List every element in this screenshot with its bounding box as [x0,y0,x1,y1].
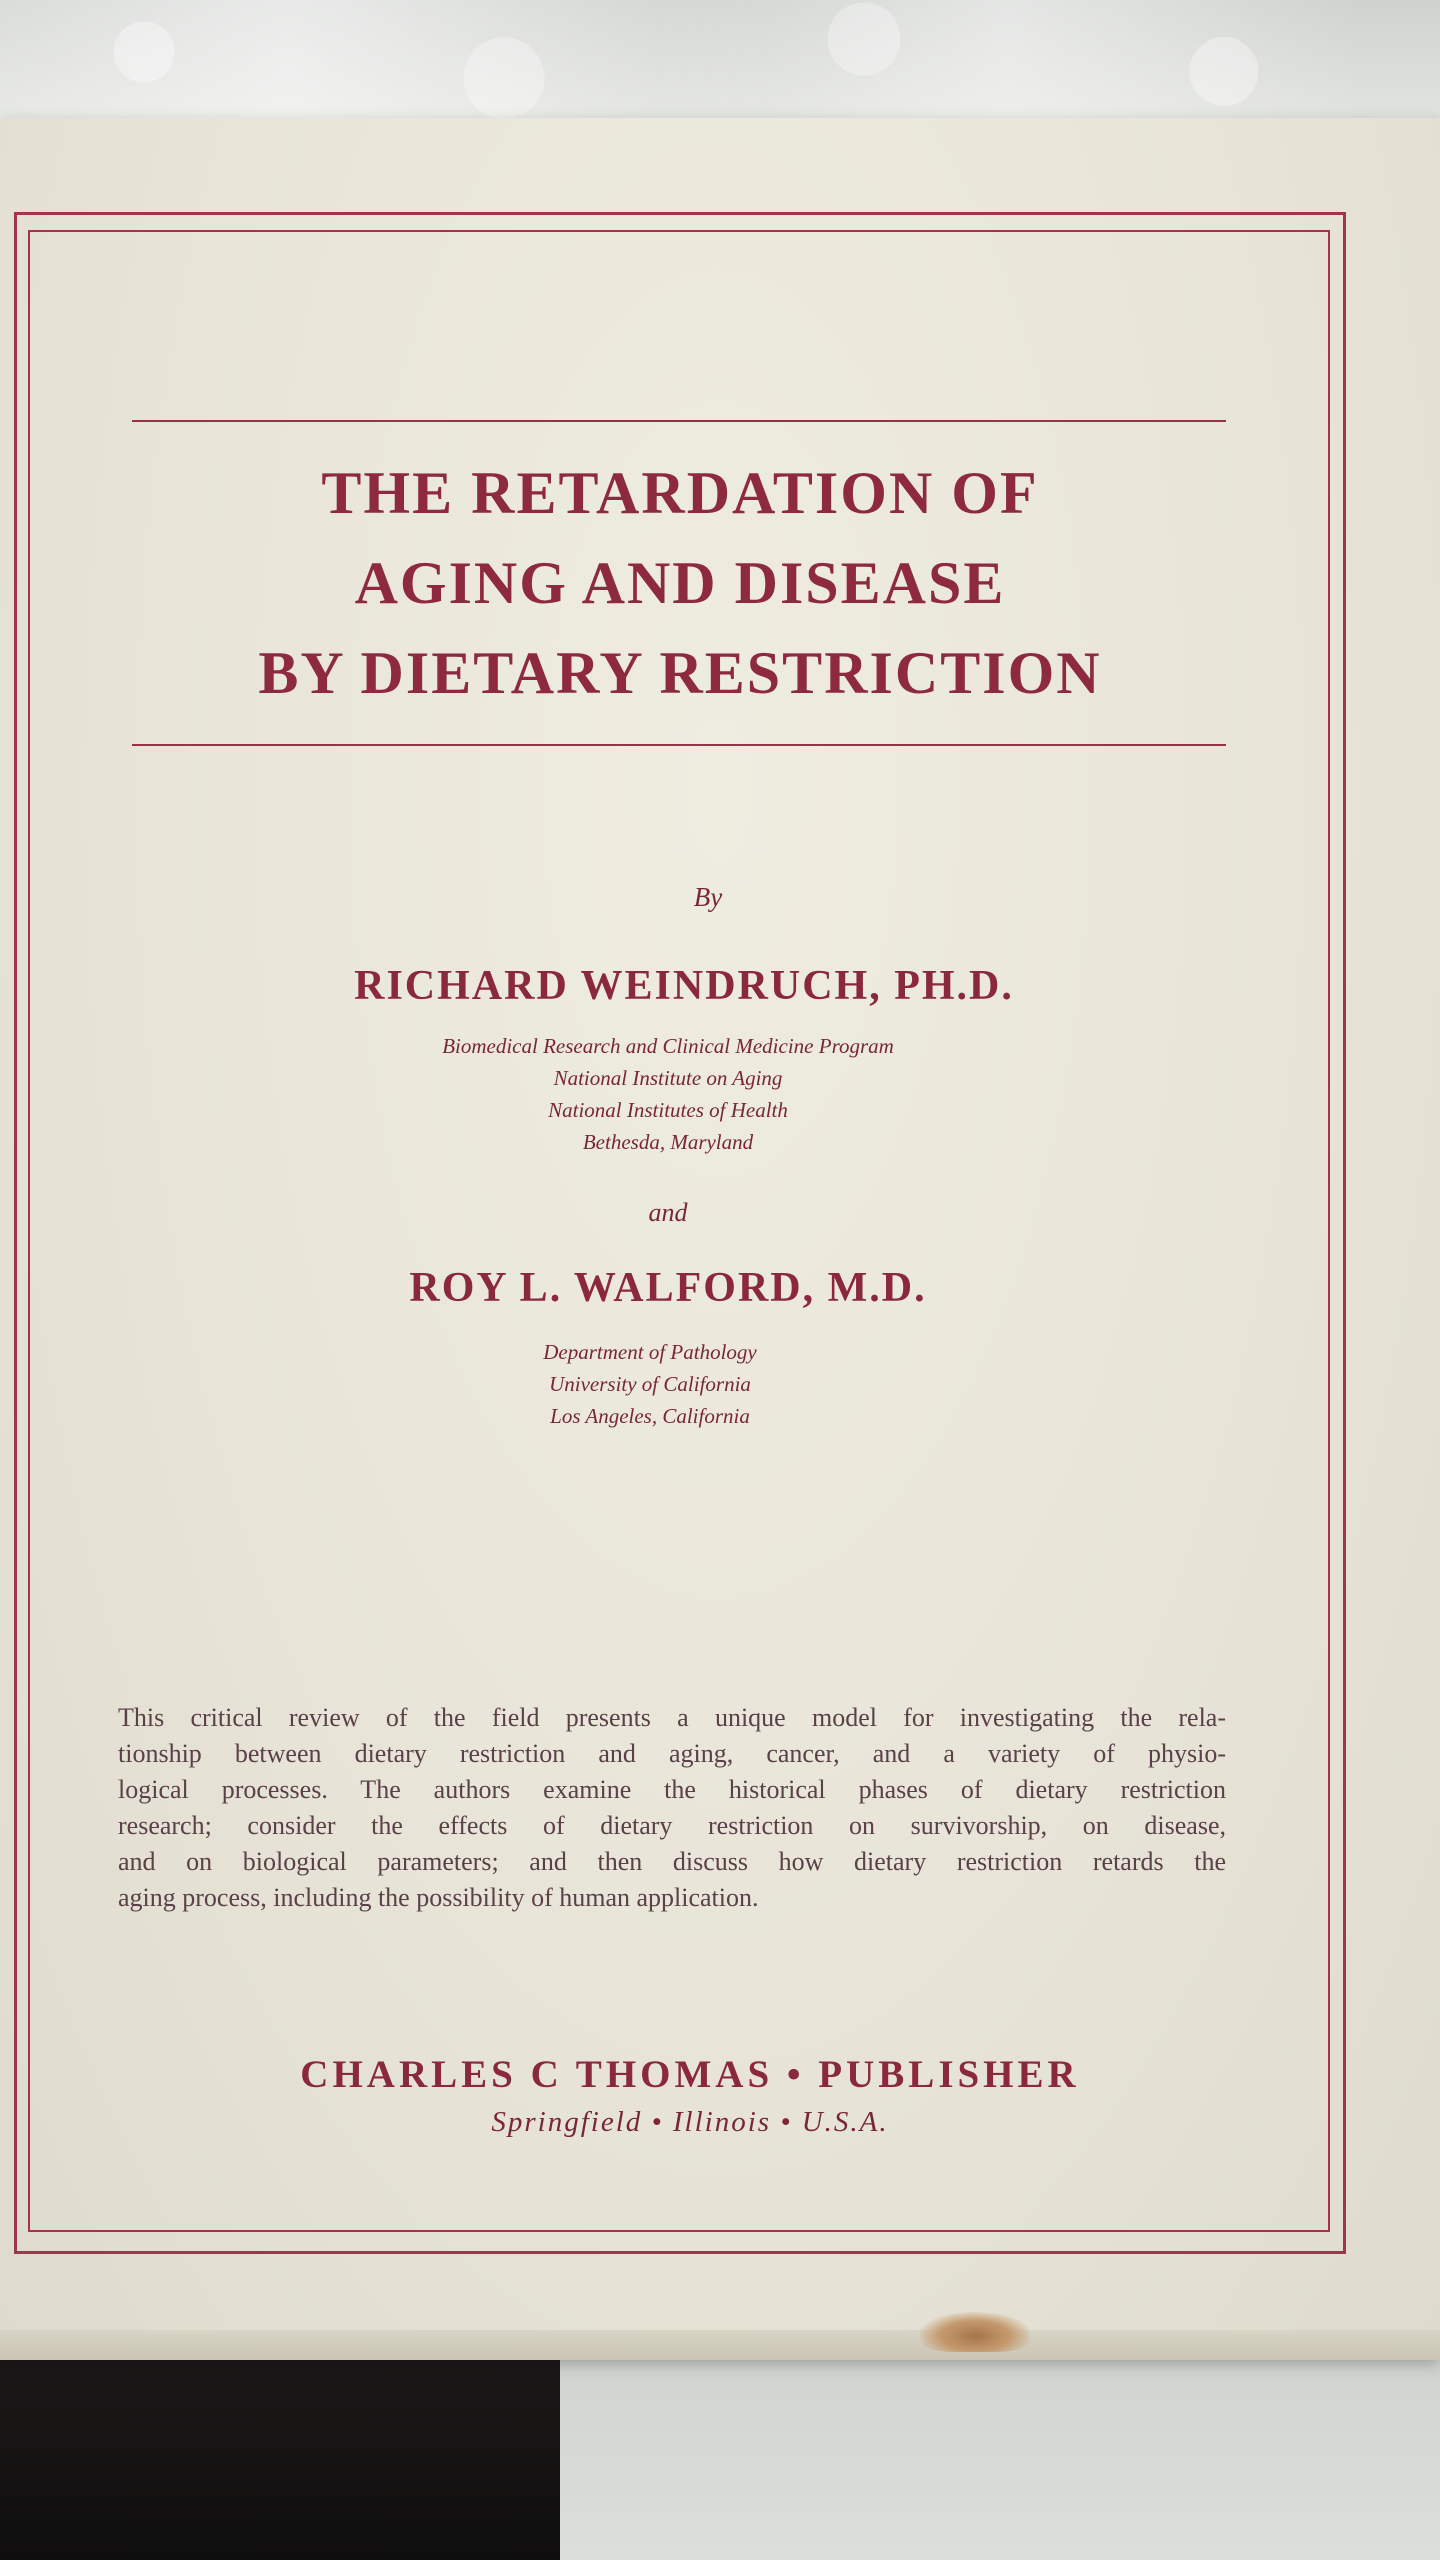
dark-table-surface [0,2330,560,2560]
publisher-place: Springfield • Illinois • U.S.A. [491,2106,889,2138]
blurb-line: tionship between dietary restriction and aging, cancer, and a variety of physio- [118,1739,1226,1768]
tablecloth [0,0,1440,130]
author2-affiliation-1: Department of Pathology [543,1340,757,1364]
light-table-surface [560,2330,1440,2560]
blurb-line: This critical review of the field presents a unique model for investigating the rela- [118,1703,1226,1732]
author2-affiliation-3: Los Angeles, California [550,1404,750,1428]
description-blurb [118,1700,1226,1916]
author1-affiliation-2: National Institute on Aging [553,1066,783,1090]
author2-affiliation-2: University of California [549,1372,751,1396]
publisher-name: CHARLES C THOMAS • PUBLISHER [300,2053,1080,2096]
and-label: and [648,1198,688,1227]
cover-frame-inner [28,230,1330,2232]
author1-affiliation-3: National Institutes of Health [548,1098,788,1122]
title-line-1: THE RETARDATION OF [321,460,1039,526]
blurb-line: logical processes. The authors examine the historical phases of dietary restriction [118,1775,1226,1804]
book-bottom-edge [0,2330,1440,2360]
title-rule-top [132,420,1226,422]
cover-stain [920,2312,1030,2352]
author1-name: RICHARD WEINDRUCH, PH.D. [354,963,1014,1009]
author2-name: ROY L. WALFORD, M.D. [409,1265,927,1311]
title-line-2: AGING AND DISEASE [354,550,1006,616]
by-label: By [693,882,723,912]
blurb-line: aging process, including the possibility of human application. [118,1883,759,1912]
author1-affiliation-1: Biomedical Research and Clinical Medicine Program [442,1034,894,1058]
blurb-line: and on biological parameters; and then discuss how dietary restriction retards the [118,1847,1226,1876]
title-line-3: BY DIETARY RESTRICTION [258,640,1102,706]
title-rule-bottom [132,744,1226,746]
blurb-line: research; consider the effects of dietary restriction on survivorship, on disease, [118,1811,1226,1840]
author1-affiliation-4: Bethesda, Maryland [582,1130,754,1154]
